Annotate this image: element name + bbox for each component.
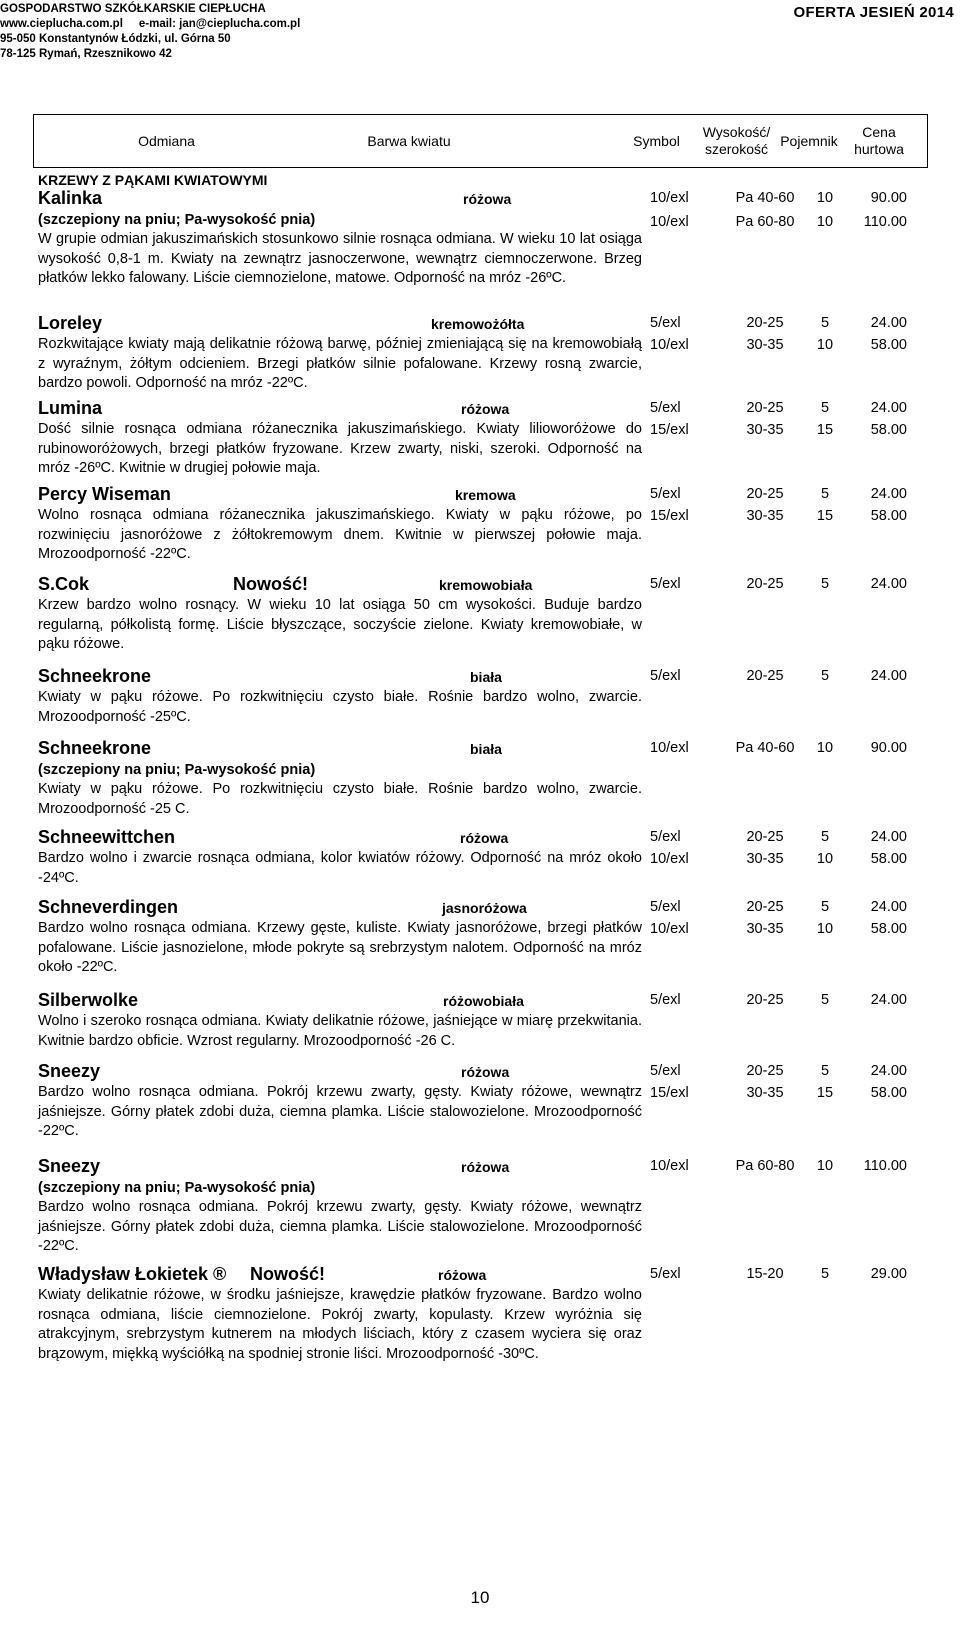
price-size: 20-25 bbox=[746, 899, 784, 915]
product-entry bbox=[38, 1156, 928, 1257]
price-container: 5 bbox=[820, 486, 830, 502]
price-value: 58.00 bbox=[870, 851, 907, 867]
price-row bbox=[38, 1156, 928, 1176]
price-row bbox=[38, 1061, 928, 1081]
price-container: 5 bbox=[820, 315, 830, 331]
price-value: 110.00 bbox=[863, 1158, 907, 1174]
price-symbol: 10/exl bbox=[650, 337, 689, 353]
product-entry bbox=[38, 897, 928, 978]
price-size: 20-25 bbox=[746, 400, 784, 416]
price-container: 10 bbox=[816, 921, 834, 937]
product-description: Rozkwitające kwiaty mają delikatnie różową barwę, później zmieniającą się na kremowobiałą z wyraźnym, żółtym odcieniem. Brzegi płatków silnie pofalowane. Krzewy rosną zwarcie, bardzo powoli. Odporność na mróz -22ºC. bbox=[38, 336, 642, 391]
price-row bbox=[38, 1264, 928, 1284]
product-description: Bardzo wolno i zwarcie rosnąca odmiana, kolor kwiatów różowy. Odporność na mróz około -24ºC. bbox=[38, 850, 642, 886]
product-name: Schneekrone bbox=[38, 666, 152, 686]
price-size: 30-35 bbox=[746, 851, 784, 867]
col-pojemnik: Pojemnik bbox=[780, 132, 838, 149]
price-size: 20-25 bbox=[746, 829, 784, 845]
col-barwa: Barwa kwiatu bbox=[367, 132, 451, 149]
flower-color: kremowożółta bbox=[431, 316, 525, 332]
product-name: Schneekrone bbox=[38, 738, 152, 758]
price-value: 58.00 bbox=[870, 508, 907, 524]
price-value: 24.00 bbox=[870, 576, 907, 592]
product-body bbox=[38, 688, 928, 727]
product-name: Władysław Łokietek ® bbox=[38, 1264, 227, 1284]
price-container: 15 bbox=[816, 1085, 834, 1101]
price-row bbox=[38, 398, 928, 418]
price-row bbox=[38, 420, 928, 440]
price-symbol: 5/exl bbox=[650, 315, 681, 331]
product-entry bbox=[38, 574, 928, 655]
section-title: KRZEWY Z PĄKAMI KWIATOWYMI bbox=[38, 172, 268, 188]
offer-title: OFERTA JESIEŃ 2014 bbox=[793, 4, 954, 21]
price-size: 20-25 bbox=[746, 576, 784, 592]
product-description: Wolno i szeroko rosnąca odmiana. Kwiaty delikatnie różowe, jaśniejące w miarę przekwitania. Kwitnie bardzo obficie. Wzrost regularny. Mrozoodporność -26 C. bbox=[38, 1013, 642, 1049]
product-entry bbox=[38, 313, 928, 394]
product-name: Loreley bbox=[38, 313, 103, 333]
price-container: 5 bbox=[820, 400, 830, 416]
company-header bbox=[0, 2, 300, 62]
price-row bbox=[38, 1083, 928, 1103]
price-row bbox=[38, 574, 928, 594]
price-value: 90.00 bbox=[870, 740, 907, 756]
product-name: S.Cok bbox=[38, 574, 90, 594]
col-odmiana: Odmiana bbox=[138, 132, 195, 149]
price-symbol: 10/exl bbox=[650, 740, 689, 756]
product-entry bbox=[38, 484, 928, 565]
product-name: Percy Wiseman bbox=[38, 484, 171, 504]
product-description: Bardzo wolno rosnąca odmiana. Pokrój krzewu zwarty, gęsty. Kwiaty różowe, wewnątrz jaśniejsze. Górny płatek zdobi duża, ciemna plamka. Liście stalowozielone. Mrozoodporność -22ºC. bbox=[38, 1084, 642, 1139]
flower-color: biała bbox=[470, 741, 502, 757]
price-size: Pa 40-60 bbox=[735, 190, 795, 206]
product-body bbox=[38, 1286, 928, 1364]
flower-color: jasnoróżowa bbox=[442, 900, 527, 916]
price-container: 5 bbox=[820, 1266, 830, 1282]
price-size: 20-25 bbox=[746, 486, 784, 502]
product-entry bbox=[38, 1061, 928, 1142]
col-cena-line1: Cena bbox=[862, 124, 896, 140]
price-size: Pa 60-80 bbox=[735, 1158, 795, 1174]
product-description: Dość silnie rosnąca odmiana różanecznika jakuszimańskiego. Kwiaty lilioworóżowe do rubinoworóżowych, brzegi płatków fryzowane. Krzew zwarty, niski, szeroki. Odporność na mróz -26ºC. Kwitnie w drugiej połowie maja. bbox=[38, 421, 642, 476]
product-name: Schneewittchen bbox=[38, 827, 176, 847]
product-body bbox=[38, 760, 928, 819]
product-entry bbox=[38, 666, 928, 727]
price-row bbox=[38, 897, 928, 917]
product-entry bbox=[38, 990, 928, 1051]
price-container: 5 bbox=[820, 1063, 830, 1079]
product-description: W grupie odmian jakuszimańskich stosunkowo silnie rosnąca odmiana. W wieku 10 lat osiąga wysokość 0,8-1 m. Kwiaty na zewnątrz jasnoczerwone, wewnątrz ciemnoczerwone. Brzeg płatków lekko falowany. Liście ciemnozielone, matowe. Odporność na mróz -26ºC. bbox=[38, 231, 642, 286]
price-row bbox=[38, 990, 928, 1010]
price-container: 10 bbox=[816, 190, 834, 206]
price-row bbox=[38, 666, 928, 686]
price-size: 20-25 bbox=[746, 315, 784, 331]
price-row bbox=[38, 212, 928, 232]
price-value: 110.00 bbox=[863, 214, 907, 230]
price-container: 10 bbox=[816, 1158, 834, 1174]
price-symbol: 5/exl bbox=[650, 1063, 681, 1079]
flower-color: różowa bbox=[438, 1267, 487, 1283]
product-name: Sneezy bbox=[38, 1156, 101, 1176]
price-symbol: 15/exl bbox=[650, 422, 689, 438]
price-value: 24.00 bbox=[870, 400, 907, 416]
product-description: Kwiaty w pąku różowe. Po rozkwitnięciu czysto białe. Rośnie bardzo wolno, zwarcie. Mrozoodporność -25ºC. bbox=[38, 689, 642, 725]
price-symbol: 5/exl bbox=[650, 400, 681, 416]
product-name: Kalinka bbox=[38, 188, 103, 208]
price-symbol: 15/exl bbox=[650, 508, 689, 524]
flower-color: różowa bbox=[461, 1064, 510, 1080]
flower-color: biała bbox=[470, 669, 502, 685]
col-cena bbox=[839, 124, 919, 158]
price-symbol: 5/exl bbox=[650, 829, 681, 845]
product-subtitle: (szczepiony na pniu; Pa-wysokość pnia) bbox=[38, 762, 316, 778]
price-symbol: 5/exl bbox=[650, 486, 681, 502]
price-value: 24.00 bbox=[870, 486, 907, 502]
price-container: 10 bbox=[816, 851, 834, 867]
product-description: Kwiaty delikatnie różowe, w środku jaśniejsze, krawędzie płatków fryzowane. Bardzo wolno rosnąca odmiana, liście ciemnozielone. Pokrój zwarty, kopulasty. Krzew wyróżnia się atrakcyjnym, srebrzystym kutnerem na młodych liściach, który z czasem wyciera się oraz brązowym, miękką wyściółką na spodniej stronie liści. Mrozoodporność -30ºC. bbox=[38, 1287, 642, 1362]
price-size: 20-25 bbox=[746, 1063, 784, 1079]
flower-color: różowa bbox=[460, 830, 509, 846]
price-value: 24.00 bbox=[870, 992, 907, 1008]
flower-color: różowobiała bbox=[443, 993, 524, 1009]
product-description: Wolno rosnąca odmiana różanecznika jakuszimańskiego. Kwiaty w pąku różowe, po rozwinięciu jasnoróżowe z żółtokremowym dnem. Kwitnie w pierwszej połowie maja. Mrozoodporność -22ºC. bbox=[38, 507, 642, 562]
product-subtitle: (szczepiony na pniu; Pa-wysokość pnia) bbox=[38, 212, 316, 228]
company-contact: www.cieplucha.com.pl e-mail: jan@cieplucha.com.pl bbox=[0, 18, 301, 30]
price-symbol: 10/exl bbox=[650, 190, 689, 206]
flower-color: różowa bbox=[461, 1159, 510, 1175]
flower-color: kremowa bbox=[455, 487, 516, 503]
price-container: 15 bbox=[816, 422, 834, 438]
product-body bbox=[38, 1178, 928, 1257]
price-size: 30-35 bbox=[746, 508, 784, 524]
price-value: 24.00 bbox=[870, 899, 907, 915]
price-symbol: 5/exl bbox=[650, 668, 681, 684]
price-value: 58.00 bbox=[870, 422, 907, 438]
product-entry bbox=[38, 827, 928, 888]
product-entry bbox=[38, 398, 928, 479]
company-address-2: 78-125 Rymań, Rzesznikowo 42 bbox=[0, 48, 172, 60]
product-entry bbox=[38, 1264, 928, 1364]
price-value: 24.00 bbox=[870, 829, 907, 845]
price-row bbox=[38, 188, 928, 208]
price-size: 15-20 bbox=[746, 1266, 784, 1282]
product-name: Schneverdingen bbox=[38, 897, 179, 917]
price-value: 24.00 bbox=[870, 668, 907, 684]
price-size: 30-35 bbox=[746, 337, 784, 353]
new-badge: Nowość! bbox=[250, 1264, 326, 1284]
price-row bbox=[38, 506, 928, 526]
price-size: Pa 60-80 bbox=[735, 214, 795, 230]
product-entry bbox=[38, 738, 928, 819]
price-symbol: 5/exl bbox=[650, 992, 681, 1008]
price-row bbox=[38, 484, 928, 504]
price-container: 10 bbox=[816, 740, 834, 756]
price-container: 5 bbox=[820, 668, 830, 684]
price-value: 58.00 bbox=[870, 337, 907, 353]
price-container: 15 bbox=[816, 508, 834, 524]
product-entry bbox=[38, 188, 928, 289]
price-symbol: 10/exl bbox=[650, 921, 689, 937]
price-value: 58.00 bbox=[870, 1085, 907, 1101]
flower-color: kremowobiała bbox=[439, 577, 533, 593]
price-row bbox=[38, 738, 928, 758]
col-wysokosc-line2: szerokość bbox=[704, 141, 769, 157]
price-container: 5 bbox=[820, 899, 830, 915]
product-description: Krzew bardzo wolno rosnący. W wieku 10 lat osiąga 50 cm wysokości. Buduje bardzo regularną, półkolistą formę. Liście błyszczące, soczyście zielone. Kwiaty kremowobiałe, w pąku różowe. bbox=[38, 597, 642, 652]
product-description: Bardzo wolno rosnąca odmiana. Krzewy gęste, kuliste. Kwiaty jasnoróżowe, brzegi płatków pofalowane. Liście jasnozielone, młode pokryte są srebrzystym nalotem. Odporność na mróz około -22ºC. bbox=[38, 920, 642, 975]
price-value: 24.00 bbox=[870, 315, 907, 331]
price-container: 10 bbox=[816, 337, 834, 353]
price-row bbox=[38, 827, 928, 847]
price-symbol: 5/exl bbox=[650, 1266, 681, 1282]
price-value: 29.00 bbox=[870, 1266, 907, 1282]
col-wysokosc-line1: Wysokość/ bbox=[702, 124, 771, 140]
price-container: 5 bbox=[820, 829, 830, 845]
col-cena-line2: hurtowa bbox=[854, 141, 904, 157]
price-container: 5 bbox=[820, 576, 830, 592]
col-wysokosc bbox=[694, 124, 779, 158]
new-badge: Nowość! bbox=[233, 574, 309, 594]
product-description: Bardzo wolno rosnąca odmiana. Pokrój krzewu zwarty, gęsty. Kwiaty różowe, wewnątrz jaśniejsze. Górny płatek zdobi duża, ciemna plamka. Liście stalowozielone. Mrozoodporność -22ºC. bbox=[38, 1199, 642, 1254]
price-row bbox=[38, 335, 928, 355]
product-name: Silberwolke bbox=[38, 990, 139, 1010]
price-size: 30-35 bbox=[746, 921, 784, 937]
table-header bbox=[33, 114, 928, 168]
product-name: Lumina bbox=[38, 398, 103, 418]
product-name: Sneezy bbox=[38, 1061, 101, 1081]
price-row bbox=[38, 849, 928, 869]
flower-color: różowa bbox=[461, 401, 510, 417]
product-subtitle: (szczepiony na pniu; Pa-wysokość pnia) bbox=[38, 1180, 316, 1196]
price-symbol: 10/exl bbox=[650, 214, 689, 230]
price-row bbox=[38, 919, 928, 939]
company-name: GOSPODARSTWO SZKÓŁKARSKIE CIEPŁUCHA bbox=[0, 3, 266, 15]
price-container: 10 bbox=[816, 214, 834, 230]
price-value: 58.00 bbox=[870, 921, 907, 937]
flower-color: różowa bbox=[463, 191, 512, 207]
price-size: 20-25 bbox=[746, 992, 784, 1008]
page-number: 10 bbox=[470, 1588, 490, 1607]
price-size: Pa 40-60 bbox=[735, 740, 795, 756]
product-description: Kwiaty w pąku różowe. Po rozkwitnięciu czysto białe. Rośnie bardzo wolno, zwarcie. Mrozoodporność -25 C. bbox=[38, 781, 642, 817]
price-row bbox=[38, 313, 928, 333]
col-symbol: Symbol bbox=[633, 132, 680, 149]
price-symbol: 10/exl bbox=[650, 1158, 689, 1174]
price-size: 30-35 bbox=[746, 1085, 784, 1101]
product-body bbox=[38, 1012, 928, 1051]
price-symbol: 5/exl bbox=[650, 576, 681, 592]
price-size: 20-25 bbox=[746, 668, 784, 684]
price-value: 24.00 bbox=[870, 1063, 907, 1079]
product-body bbox=[38, 596, 928, 655]
price-symbol: 10/exl bbox=[650, 851, 689, 867]
price-size: 30-35 bbox=[746, 422, 784, 438]
price-symbol: 5/exl bbox=[650, 899, 681, 915]
company-address-1: 95-050 Konstantynów Łódzki, ul. Górna 50 bbox=[0, 33, 231, 45]
price-symbol: 15/exl bbox=[650, 1085, 689, 1101]
price-value: 90.00 bbox=[870, 190, 907, 206]
price-container: 5 bbox=[820, 992, 830, 1008]
